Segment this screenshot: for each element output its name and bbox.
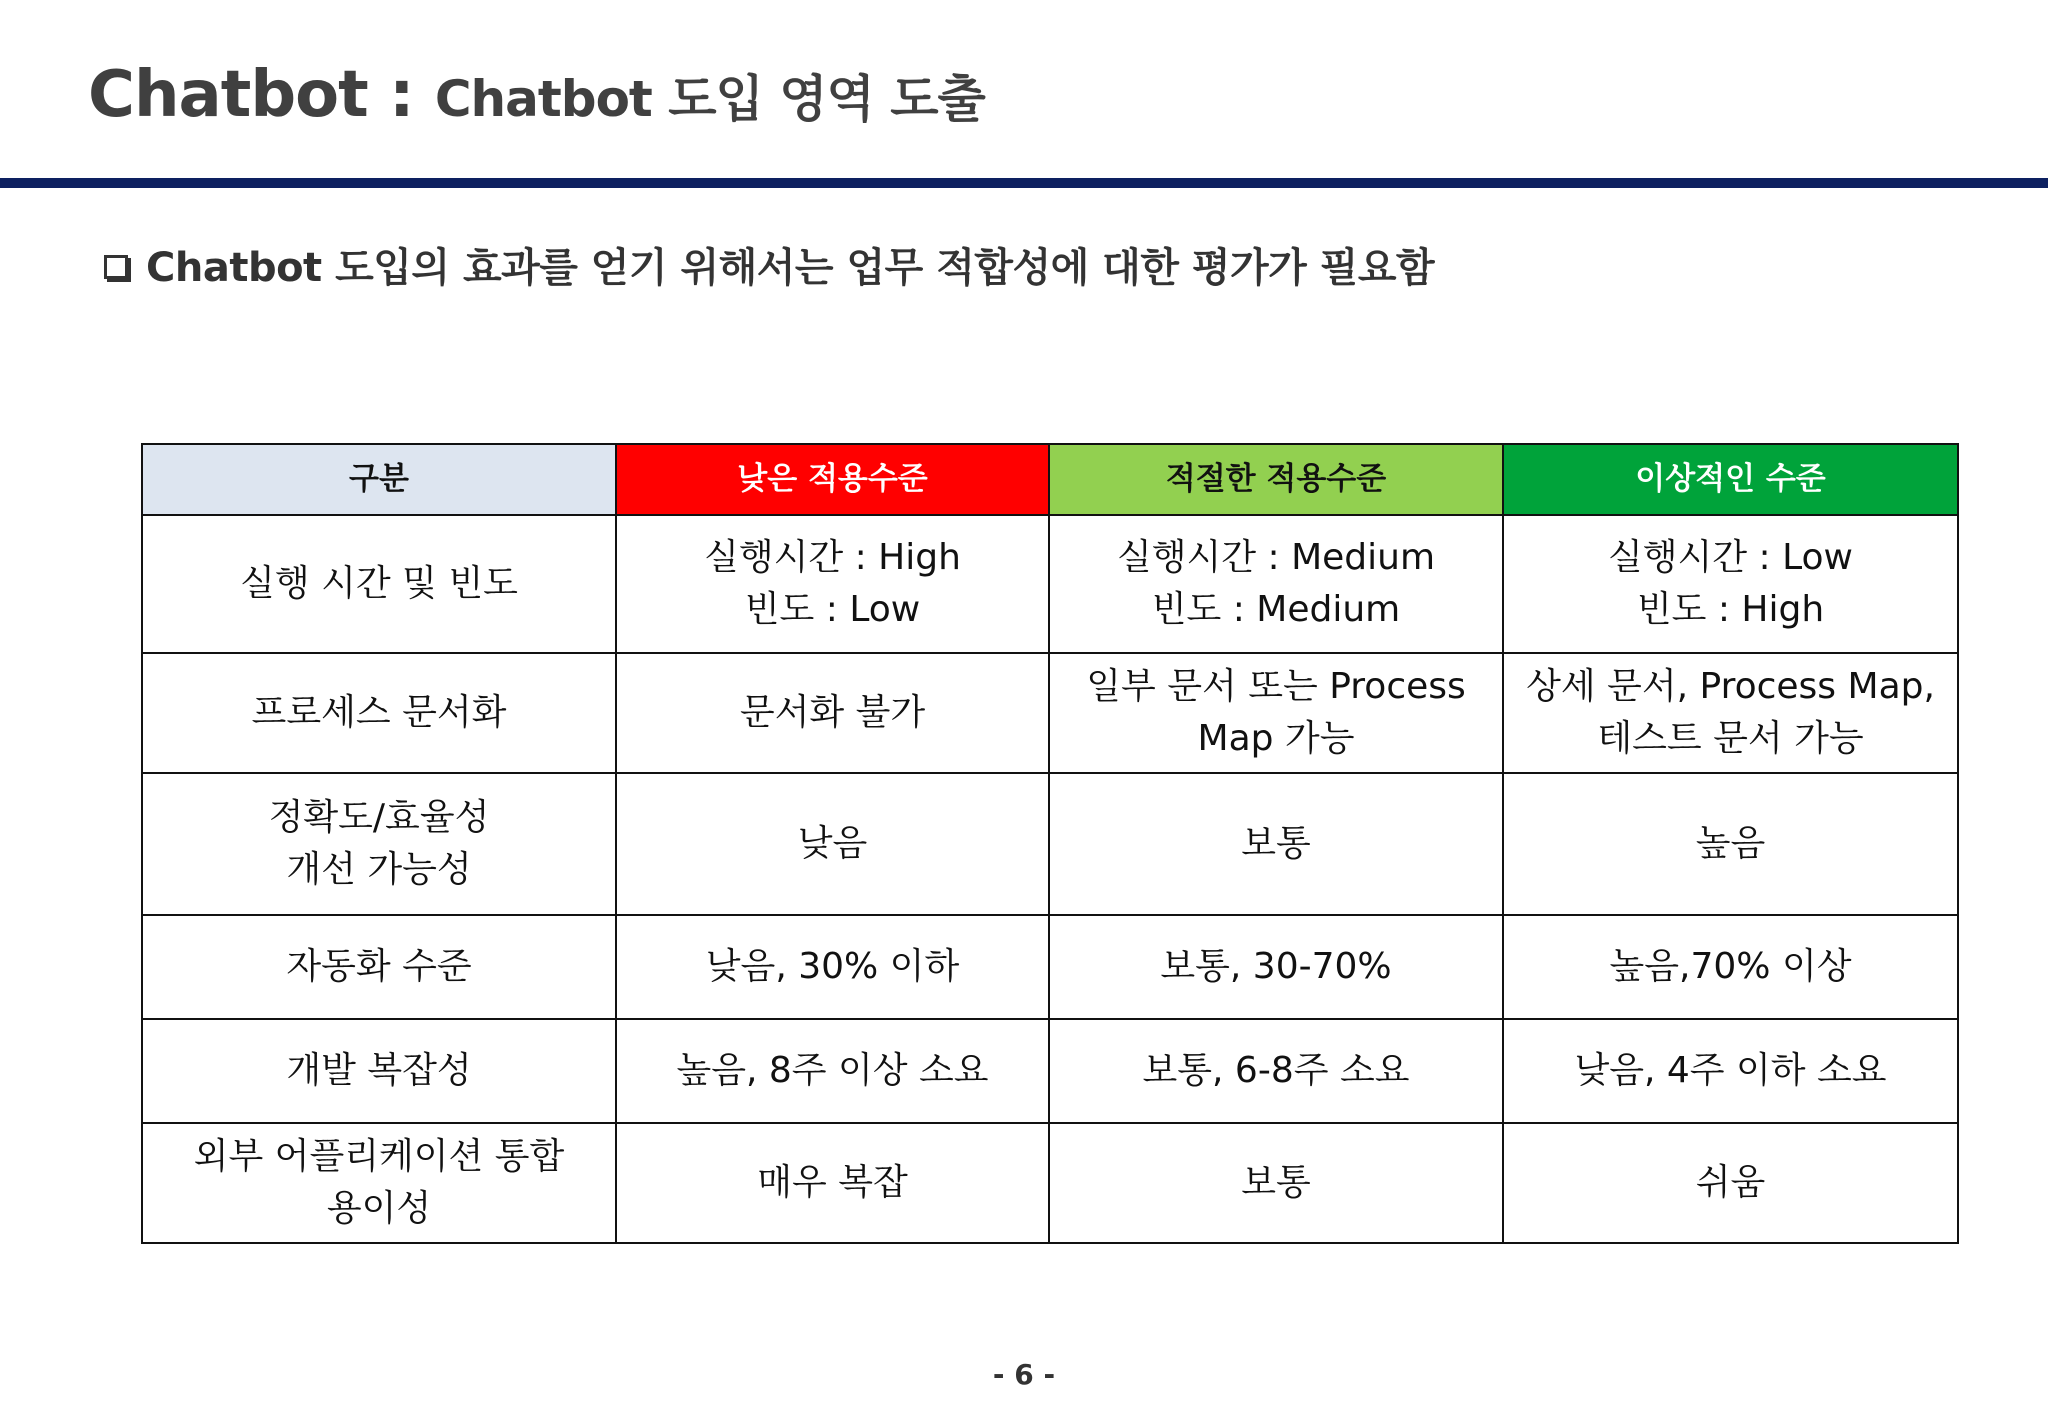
cell-ideal-level bbox=[1503, 653, 1958, 773]
cell-category bbox=[142, 653, 616, 773]
cell-text-line: 개선 가능성 bbox=[286, 849, 472, 890]
cell-text-line: 실행시간 : High bbox=[704, 536, 961, 578]
cell-category bbox=[142, 915, 616, 1019]
cell-text-line: 보통 bbox=[1241, 822, 1311, 864]
table-header-row bbox=[142, 444, 1958, 515]
cell-text-line: 빈도 : Low bbox=[744, 589, 921, 630]
cell-appropriate-level bbox=[1049, 1019, 1503, 1123]
slide-title-sub: Chatbot 도입 영역 도출 bbox=[434, 70, 985, 128]
comparison-table bbox=[141, 443, 1959, 1244]
cell-text-line: 일부 문서 또는 Process bbox=[1086, 665, 1466, 707]
cell-ideal-level bbox=[1503, 915, 1958, 1019]
cell-text-line: 낮음, 4주 이하 소요 bbox=[1574, 1049, 1887, 1091]
title-divider bbox=[0, 178, 2048, 188]
cell-low-level bbox=[616, 653, 1049, 773]
cell-text-line: 쉬움 bbox=[1695, 1161, 1766, 1203]
cell-low-level bbox=[616, 1123, 1049, 1243]
cell-text-line: 문서화 불가 bbox=[739, 691, 926, 733]
cell-category bbox=[142, 1019, 616, 1123]
cell-ideal-level bbox=[1503, 1123, 1958, 1243]
cell-appropriate-level bbox=[1049, 915, 1503, 1019]
cell-text-line: Map 가능 bbox=[1197, 718, 1355, 759]
table-row bbox=[142, 915, 1958, 1019]
table-row bbox=[142, 515, 1958, 653]
cell-category bbox=[142, 515, 616, 653]
checkbox-bullet-icon bbox=[104, 255, 128, 279]
cell-text-line: 테스트 문서 가능 bbox=[1597, 718, 1864, 759]
bullet-text: Chatbot 도입의 효과를 얻기 위해서는 업무 적합성에 대한 평가가 필요함 bbox=[146, 245, 1435, 291]
cell-text-line: 프로세스 문서화 bbox=[251, 691, 507, 733]
cell-text-line: 높음 bbox=[1695, 822, 1766, 864]
cell-text-line: 실행 시간 및 빈도 bbox=[240, 562, 518, 604]
cell-appropriate-level bbox=[1049, 653, 1503, 773]
cell-low-level bbox=[616, 773, 1049, 915]
cell-text-line: 용이성 bbox=[326, 1188, 432, 1229]
cell-low-level bbox=[616, 915, 1049, 1019]
page-number: - 6 - bbox=[992, 1358, 1056, 1391]
cell-ideal-level bbox=[1503, 1019, 1958, 1123]
slide-title-main: Chatbot : bbox=[88, 58, 435, 132]
cell-category bbox=[142, 1123, 616, 1243]
cell-text-line: 외부 어플리케이션 통합 bbox=[193, 1135, 565, 1177]
cell-text-line: 낮음 bbox=[797, 822, 868, 864]
cell-text-line: 매우 복잡 bbox=[757, 1161, 908, 1203]
table-row bbox=[142, 1123, 1958, 1243]
cell-text-line: 높음,70% 이상 bbox=[1609, 945, 1852, 987]
cell-low-level bbox=[616, 515, 1049, 653]
cell-text-line: 개발 복잡성 bbox=[286, 1049, 472, 1091]
cell-text-line: 보통 bbox=[1241, 1161, 1311, 1203]
bullet-statement bbox=[104, 236, 1434, 293]
cell-ideal-level bbox=[1503, 773, 1958, 915]
cell-text-line: 보통, 30-70% bbox=[1160, 945, 1392, 987]
cell-text-line: 실행시간 : Medium bbox=[1116, 536, 1436, 578]
cell-text-line: 보통, 6-8주 소요 bbox=[1142, 1049, 1410, 1091]
cell-text-line: 빈도 : Medium bbox=[1151, 589, 1401, 630]
table-row bbox=[142, 1019, 1958, 1123]
cell-appropriate-level bbox=[1049, 515, 1503, 653]
table-row bbox=[142, 773, 1958, 915]
cell-text-line: 실행시간 : Low bbox=[1607, 536, 1853, 578]
cell-text-line: 자동화 수준 bbox=[286, 945, 472, 987]
header-appropriate-level: 적절한 적용수준 bbox=[1049, 444, 1503, 515]
cell-ideal-level bbox=[1503, 515, 1958, 653]
slide-title bbox=[88, 58, 985, 132]
cell-category bbox=[142, 773, 616, 915]
cell-low-level bbox=[616, 1019, 1049, 1123]
cell-text-line: 빈도 : High bbox=[1636, 589, 1825, 630]
cell-text-line: 정확도/효율성 bbox=[268, 796, 490, 838]
cell-appropriate-level bbox=[1049, 1123, 1503, 1243]
table-row bbox=[142, 653, 1958, 773]
cell-appropriate-level bbox=[1049, 773, 1503, 915]
cell-text-line: 높음, 8주 이상 소요 bbox=[676, 1049, 989, 1091]
header-category: 구분 bbox=[142, 444, 616, 515]
header-low-level: 낮은 적용수준 bbox=[616, 444, 1049, 515]
cell-text-line: 낮음, 30% 이하 bbox=[705, 945, 960, 987]
header-ideal-level: 이상적인 수준 bbox=[1503, 444, 1958, 515]
cell-text-line: 상세 문서, Process Map, bbox=[1526, 665, 1935, 707]
